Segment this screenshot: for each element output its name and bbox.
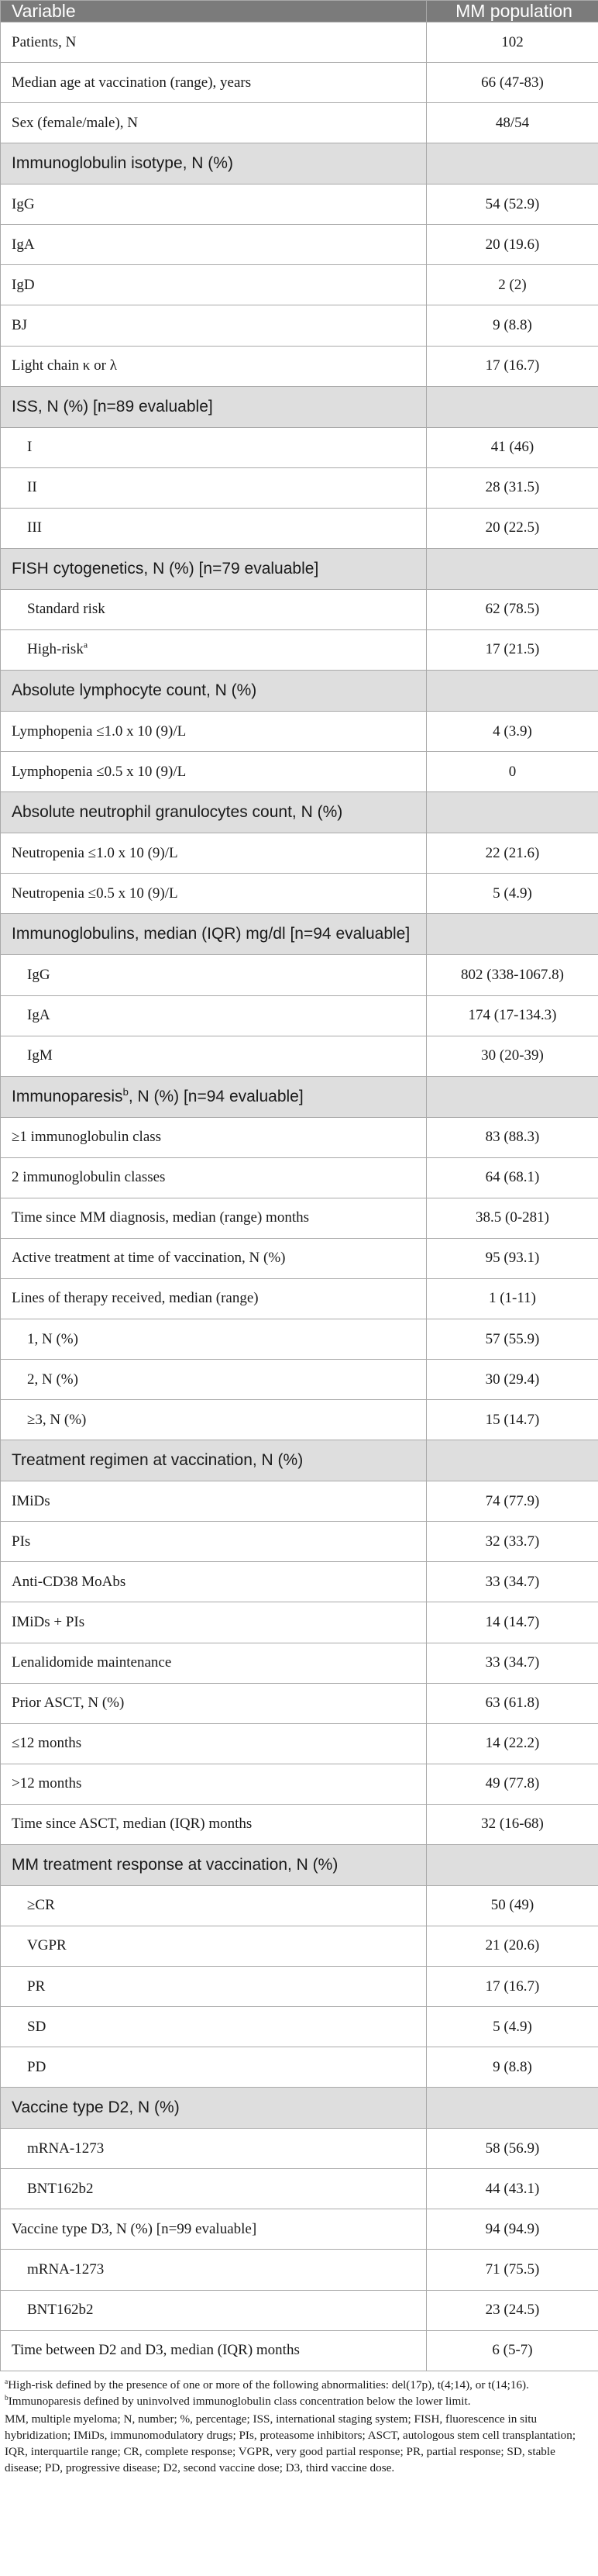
variable-label: mRNA-1273 xyxy=(27,2260,105,2278)
value-cell xyxy=(427,1723,598,1764)
section-value-cell xyxy=(427,1076,598,1117)
section-label xyxy=(1,143,427,184)
mm-population-value: 41 (46) xyxy=(490,439,534,456)
value-cell xyxy=(427,103,598,143)
variable-cell xyxy=(1,305,427,346)
section-label xyxy=(1,1844,427,1885)
table-row xyxy=(1,2250,598,2290)
variable-label: III xyxy=(27,519,42,536)
table-row xyxy=(1,1400,598,1440)
variable-label: mRNA-1273 xyxy=(27,2140,105,2157)
mm-population-value: 4 (3.9) xyxy=(493,722,532,740)
section-row xyxy=(1,914,598,955)
variable-label: Time since ASCT, median (IQR) months xyxy=(12,1816,253,1833)
variable-label: IgM xyxy=(27,1047,53,1064)
value-cell xyxy=(427,1198,598,1238)
mm-population-value: 83 (88.3) xyxy=(485,1129,540,1146)
value-cell xyxy=(427,712,598,752)
value-cell xyxy=(427,2330,598,2371)
section-label xyxy=(1,914,427,955)
section-row xyxy=(1,2088,598,2129)
variable-cell xyxy=(1,1562,427,1602)
variable-cell xyxy=(1,1198,427,1238)
value-cell xyxy=(427,1278,598,1319)
variable-cell xyxy=(1,1926,427,1966)
table-row xyxy=(1,1319,598,1360)
variable-cell xyxy=(1,995,427,1036)
table-row xyxy=(1,629,598,670)
footnote-b-text: Immunoparesis defined by uninvolved immunoglobulin class concentration below the lower limit. xyxy=(8,2395,471,2408)
variable-label: ≥1 immunoglobulin class xyxy=(12,1129,162,1146)
variable-label: IMiDs xyxy=(12,1492,50,1509)
footnote-b-marker: b xyxy=(5,2394,9,2402)
variable-cell xyxy=(1,752,427,792)
header-mm-population: MM population xyxy=(427,1,598,22)
section-label xyxy=(1,1076,427,1117)
variable-cell xyxy=(1,467,427,508)
mm-population-value: 17 (16.7) xyxy=(485,357,540,374)
variable-cell xyxy=(1,1117,427,1157)
variable-cell xyxy=(1,2209,427,2250)
variable-cell xyxy=(1,103,427,143)
variable-label: BNT162b2 xyxy=(27,2180,94,2197)
variable-cell xyxy=(1,1319,427,1360)
variable-cell xyxy=(1,1036,427,1076)
table-row xyxy=(1,346,598,386)
table-row xyxy=(1,225,598,265)
footnote-a xyxy=(5,2377,593,2393)
value-cell xyxy=(427,184,598,225)
variable-label: IgG xyxy=(27,966,50,983)
value-cell xyxy=(427,1602,598,1643)
variable-label: ISS, N (%) [n=89 evaluable] xyxy=(12,397,213,416)
mm-population-value: 6 (5-7) xyxy=(492,2342,533,2359)
variable-label: Lymphopenia ≤0.5 x 10 (9)/L xyxy=(12,763,187,780)
variable-label: 1, N (%) xyxy=(27,1330,78,1347)
mm-population-value: 17 (21.5) xyxy=(485,641,540,658)
variable-label: Absolute neutrophil granulocytes count, N (%) xyxy=(12,803,343,822)
variable-cell xyxy=(1,589,427,629)
section-value-cell xyxy=(427,386,598,427)
variable-cell xyxy=(1,1157,427,1198)
footnote-a-text: High-risk defined by the presence of one or more of the following abnormalities: del(17p), t(4;14), or t(14;16). xyxy=(8,2378,529,2392)
table-row xyxy=(1,833,598,874)
value-cell xyxy=(427,508,598,548)
value-cell xyxy=(427,1238,598,1278)
table-row xyxy=(1,2007,598,2047)
section-value-cell xyxy=(427,792,598,833)
table-row xyxy=(1,1804,598,1844)
variable-label: IgA xyxy=(12,236,35,253)
variable-label: Anti-CD38 MoAbs xyxy=(12,1573,126,1590)
mm-population-value: 54 (52.9) xyxy=(485,195,540,212)
footnote-abbreviations: MM, multiple myeloma; N, number; %, percentage; ISS, international staging system; FISH, fluorescence in situ hybridization; IMiDs, immunomodulatory drugs; PIs, proteasome inhibitors; ASCT, autologous stem cell transplantation; IQR, interquartile range; CR, complete response; VGPR, very good partial response; PR, partial response; SD, stable disease; PD, progressive disease; D2, second vaccine dose; D3, third vaccine dose. xyxy=(5,2412,576,2474)
variable-cell xyxy=(1,1360,427,1400)
variable-label: PR xyxy=(27,1978,46,1995)
mm-population-value: 9 (8.8) xyxy=(493,316,532,333)
variable-cell xyxy=(1,508,427,548)
value-cell xyxy=(427,22,598,63)
table-row xyxy=(1,2209,598,2250)
value-cell xyxy=(427,2007,598,2047)
table-body xyxy=(1,22,598,2371)
section-row xyxy=(1,792,598,833)
table-row xyxy=(1,184,598,225)
value-cell xyxy=(427,995,598,1036)
variable-label: ≥CR xyxy=(27,1897,55,1914)
section-value-cell xyxy=(427,548,598,589)
value-cell xyxy=(427,1885,598,1926)
variable-cell xyxy=(1,874,427,914)
mm-population-value: 95 (93.1) xyxy=(485,1250,540,1267)
variable-label: 2, N (%) xyxy=(27,1371,78,1388)
variable-cell xyxy=(1,225,427,265)
mm-population-value: 5 (4.9) xyxy=(493,2018,532,2035)
section-row xyxy=(1,671,598,712)
value-cell xyxy=(427,305,598,346)
value-cell xyxy=(427,346,598,386)
variable-cell xyxy=(1,1885,427,1926)
mm-population-value: 48/54 xyxy=(495,114,530,131)
table-row xyxy=(1,1683,598,1723)
variable-label: Immunoglobulin isotype, N (%) xyxy=(12,154,233,173)
variable-cell xyxy=(1,427,427,467)
table-row xyxy=(1,1764,598,1804)
mm-population-value: 802 (338-1067.8) xyxy=(461,966,564,983)
variable-label: Neutropenia ≤0.5 x 10 (9)/L xyxy=(12,885,178,902)
footnote-marker: b xyxy=(122,1085,129,1098)
variable-cell xyxy=(1,2330,427,2371)
variable-label: Median age at vaccination (range), years xyxy=(12,74,252,91)
variable-label: PD xyxy=(27,2058,46,2075)
mm-population-value: 28 (31.5) xyxy=(485,479,540,496)
value-cell xyxy=(427,265,598,305)
mm-population-value: 94 (94.9) xyxy=(485,2220,540,2237)
table-row xyxy=(1,874,598,914)
section-value-cell xyxy=(427,914,598,955)
variable-label: II xyxy=(27,479,37,496)
mm-population-value: 44 (43.1) xyxy=(485,2180,540,2197)
value-cell xyxy=(427,1117,598,1157)
mm-population-value: 38.5 (0-281) xyxy=(476,1209,549,1226)
section-label xyxy=(1,792,427,833)
variable-cell xyxy=(1,955,427,995)
variable-label: Sex (female/male), N xyxy=(12,114,139,131)
table-row xyxy=(1,2047,598,2088)
variable-label: IMiDs + PIs xyxy=(12,1613,85,1630)
variable-label: Time since MM diagnosis, median (range) months xyxy=(12,1209,310,1226)
value-cell xyxy=(427,1157,598,1198)
section-label xyxy=(1,671,427,712)
section-value-cell xyxy=(427,1440,598,1481)
section-label xyxy=(1,2088,427,2129)
variable-label: BNT162b2 xyxy=(27,2302,94,2319)
table-row xyxy=(1,1238,598,1278)
mm-population-value: 17 (16.7) xyxy=(485,1978,540,1995)
variable-label: I xyxy=(27,439,33,456)
variable-label: Lenalidomide maintenance xyxy=(12,1654,172,1671)
mm-population-value: 33 (34.7) xyxy=(485,1573,540,1590)
table-row xyxy=(1,1522,598,1562)
table-row xyxy=(1,1198,598,1238)
mm-population-value: 33 (34.7) xyxy=(485,1654,540,1671)
table-row xyxy=(1,1036,598,1076)
variable-cell xyxy=(1,629,427,670)
mm-population-value: 15 (14.7) xyxy=(485,1411,540,1428)
mm-population-value: 22 (21.6) xyxy=(485,844,540,861)
mm-population-value: 57 (55.9) xyxy=(485,1330,540,1347)
value-cell xyxy=(427,2169,598,2209)
table-row xyxy=(1,1481,598,1522)
value-cell xyxy=(427,629,598,670)
variable-label: 2 immunoglobulin classes xyxy=(12,1169,166,1186)
mm-population-value: 71 (75.5) xyxy=(485,2260,540,2278)
table-row xyxy=(1,508,598,548)
value-cell xyxy=(427,1764,598,1804)
header-variable: Variable xyxy=(1,1,427,22)
variable-label: Immunoglobulins, median (IQR) mg/dl [n=94 evaluable] xyxy=(12,925,411,943)
variable-cell xyxy=(1,1764,427,1804)
variable-label: Time between D2 and D3, median (IQR) months xyxy=(12,2342,300,2359)
mm-population-value: 20 (22.5) xyxy=(485,519,540,536)
variable-label: Neutropenia ≤1.0 x 10 (9)/L xyxy=(12,844,178,861)
variable-cell xyxy=(1,1400,427,1440)
variable-label: Standard risk xyxy=(27,601,105,618)
value-cell xyxy=(427,1400,598,1440)
table-footnotes xyxy=(5,2377,593,2476)
variable-label: Lines of therapy received, median (range) xyxy=(12,1290,259,1307)
value-cell xyxy=(427,1481,598,1522)
table-row xyxy=(1,1967,598,2007)
value-cell xyxy=(427,63,598,103)
section-label xyxy=(1,548,427,589)
table-row xyxy=(1,712,598,752)
variable-label: ≥3, N (%) xyxy=(27,1411,87,1428)
table-row xyxy=(1,305,598,346)
value-cell xyxy=(427,1967,598,2007)
value-cell xyxy=(427,1036,598,1076)
table-row xyxy=(1,1723,598,1764)
value-cell xyxy=(427,1804,598,1844)
table-row xyxy=(1,955,598,995)
section-row xyxy=(1,386,598,427)
mm-population-value: 2 (2) xyxy=(498,276,527,293)
variable-cell xyxy=(1,1683,427,1723)
table-row xyxy=(1,1562,598,1602)
footnote-marker: a xyxy=(83,640,88,651)
mm-population-value: 66 (47-83) xyxy=(481,74,544,91)
mm-population-value: 30 (29.4) xyxy=(485,1371,540,1388)
mm-population-value: 50 (49) xyxy=(490,1897,534,1914)
mm-population-value: 62 (78.5) xyxy=(485,601,540,618)
table-row xyxy=(1,1643,598,1683)
value-cell xyxy=(427,225,598,265)
mm-population-value: 63 (61.8) xyxy=(485,1695,540,1712)
value-cell xyxy=(427,955,598,995)
section-row xyxy=(1,1440,598,1481)
value-cell xyxy=(427,589,598,629)
value-cell xyxy=(427,1926,598,1966)
table-row xyxy=(1,63,598,103)
mm-population-value: 58 (56.9) xyxy=(485,2140,540,2157)
table-row xyxy=(1,2129,598,2169)
variable-label: Prior ASCT, N (%) xyxy=(12,1695,125,1712)
mm-population-value: 49 (77.8) xyxy=(485,1775,540,1792)
mm-population-value: 14 (14.7) xyxy=(485,1613,540,1630)
value-cell xyxy=(427,467,598,508)
value-cell xyxy=(427,1360,598,1400)
table-row xyxy=(1,1885,598,1926)
mm-population-value: 23 (24.5) xyxy=(485,2302,540,2319)
table-row xyxy=(1,589,598,629)
value-cell xyxy=(427,2129,598,2169)
variable-label: Vaccine type D3, N (%) [n=99 evaluable] xyxy=(12,2220,257,2237)
table-row xyxy=(1,2330,598,2371)
variable-cell xyxy=(1,833,427,874)
mm-population-value: 102 xyxy=(501,33,524,50)
mm-population-value: 174 (17-134.3) xyxy=(468,1007,557,1024)
mm-population-value: 74 (77.9) xyxy=(485,1492,540,1509)
mm-population-value: 1 (1-11) xyxy=(488,1290,537,1307)
value-cell xyxy=(427,2209,598,2250)
variable-cell xyxy=(1,2169,427,2209)
variable-cell xyxy=(1,1278,427,1319)
table-row xyxy=(1,1157,598,1198)
variable-label: Active treatment at time of vaccination, N (%) xyxy=(12,1250,286,1267)
footnote-a-marker: a xyxy=(5,2378,9,2386)
variable-label: IgG xyxy=(12,195,35,212)
section-row xyxy=(1,548,598,589)
variable-label: Patients, N xyxy=(12,33,77,50)
variable-cell xyxy=(1,265,427,305)
table-header-row xyxy=(1,1,598,22)
value-cell xyxy=(427,1319,598,1360)
variable-label: Treatment regimen at vaccination, N (%) xyxy=(12,1451,304,1470)
variable-cell xyxy=(1,1238,427,1278)
mm-population-value: 0 xyxy=(508,763,517,780)
variable-label: Light chain κ or λ xyxy=(12,357,117,374)
section-value-cell xyxy=(427,1844,598,1885)
variable-cell xyxy=(1,2250,427,2290)
table-row xyxy=(1,467,598,508)
variable-label: FISH cytogenetics, N (%) [n=79 evaluable] xyxy=(12,559,319,578)
value-cell xyxy=(427,1643,598,1683)
variable-label: MM treatment response at vaccination, N (%) xyxy=(12,1855,339,1874)
variable-cell xyxy=(1,1643,427,1683)
table-row xyxy=(1,265,598,305)
variable-cell xyxy=(1,2290,427,2330)
section-label xyxy=(1,1440,427,1481)
value-cell xyxy=(427,1683,598,1723)
footnote-b xyxy=(5,2393,593,2409)
table-row xyxy=(1,427,598,467)
table-row xyxy=(1,2290,598,2330)
variable-cell xyxy=(1,1481,427,1522)
value-cell xyxy=(427,2290,598,2330)
section-row xyxy=(1,143,598,184)
variable-cell xyxy=(1,1804,427,1844)
variable-cell xyxy=(1,1602,427,1643)
section-label xyxy=(1,386,427,427)
mm-population-value: 32 (16-68) xyxy=(481,1816,544,1833)
mm-population-value: 32 (33.7) xyxy=(485,1533,540,1550)
variable-label: Absolute lymphocyte count, N (%) xyxy=(12,681,257,700)
variable-label: SD xyxy=(27,2018,46,2035)
variable-label: VGPR xyxy=(27,1937,67,1954)
variable-cell xyxy=(1,1723,427,1764)
table-row xyxy=(1,1117,598,1157)
variable-cell xyxy=(1,1967,427,2007)
value-cell xyxy=(427,833,598,874)
section-value-cell xyxy=(427,671,598,712)
variable-cell xyxy=(1,22,427,63)
variable-cell xyxy=(1,2007,427,2047)
mm-population-value: 30 (20-39) xyxy=(481,1047,544,1064)
variable-cell xyxy=(1,184,427,225)
section-row xyxy=(1,1844,598,1885)
mm-population-value: 20 (19.6) xyxy=(485,236,540,253)
variable-label: Immunoparesis xyxy=(12,1087,123,1105)
variable-cell xyxy=(1,712,427,752)
mm-population-value: 14 (22.2) xyxy=(485,1735,540,1752)
value-cell xyxy=(427,2250,598,2290)
variable-cell xyxy=(1,2129,427,2169)
variable-label: Vaccine type D2, N (%) xyxy=(12,2098,180,2117)
variable-label: High-risk xyxy=(27,641,84,658)
value-cell xyxy=(427,1522,598,1562)
table-row xyxy=(1,2169,598,2209)
variable-label: PIs xyxy=(12,1533,31,1550)
table-row xyxy=(1,1360,598,1400)
section-value-cell xyxy=(427,2088,598,2129)
variable-label: Lymphopenia ≤1.0 x 10 (9)/L xyxy=(12,722,187,740)
value-cell xyxy=(427,427,598,467)
table-row xyxy=(1,752,598,792)
variable-cell xyxy=(1,2047,427,2088)
variable-cell xyxy=(1,346,427,386)
table-row xyxy=(1,22,598,63)
variable-label: >12 months xyxy=(12,1775,82,1792)
mm-population-value: 21 (20.6) xyxy=(485,1937,540,1954)
value-cell xyxy=(427,2047,598,2088)
variable-cell xyxy=(1,63,427,103)
section-row xyxy=(1,1076,598,1117)
variable-label: BJ xyxy=(12,316,28,333)
mm-population-value: 64 (68.1) xyxy=(485,1169,540,1186)
variable-label: IgD xyxy=(12,276,35,293)
value-cell xyxy=(427,874,598,914)
value-cell xyxy=(427,752,598,792)
variable-label-suffix: , N (%) [n=94 evaluable] xyxy=(128,1087,304,1105)
table-row xyxy=(1,1926,598,1966)
mm-population-value: 5 (4.9) xyxy=(493,885,532,902)
table-row xyxy=(1,103,598,143)
variable-label: ≤12 months xyxy=(12,1735,82,1752)
table-row xyxy=(1,1602,598,1643)
variable-label: IgA xyxy=(27,1007,50,1024)
value-cell xyxy=(427,1562,598,1602)
section-value-cell xyxy=(427,143,598,184)
mm-population-value: 9 (8.8) xyxy=(493,2058,532,2075)
variable-cell xyxy=(1,1522,427,1562)
table-row xyxy=(1,995,598,1036)
table-row xyxy=(1,1278,598,1319)
